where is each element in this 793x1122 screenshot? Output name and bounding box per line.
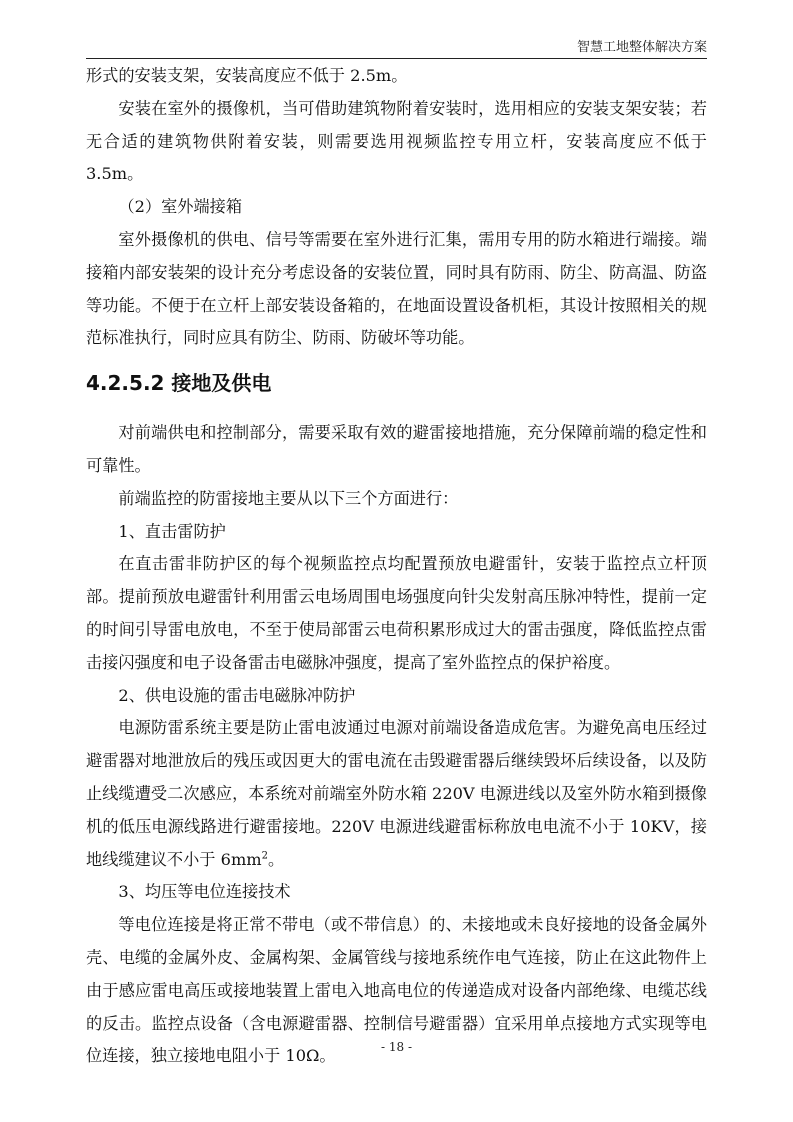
subheading: （2）室外端接箱 xyxy=(118,197,243,217)
paragraph xyxy=(86,712,707,876)
page-body xyxy=(86,60,707,1073)
paragraph: 形式的安装支架，安装高度应不低于 2.5m。 xyxy=(86,66,408,85)
paragraph-text: 电源防雷系统主要是防止雷电波通过电源对前端设备造成危害。为避免高电压经过避雷器对地泄放后的残压或因更大的雷电流在击毁避雷器后继续毁坏后续设备，以及防止线缆遭受二次感应，本系统对前端室外防水箱 220V 电源进线以及室外防水箱到摄像机的低压电源线路进行避雷接地。220V 电源进线避雷标称放电电流不小于 10KV，接地线缆建议不小于 6mm xyxy=(86,718,707,869)
paragraph: 在直击雷非防护区的每个视频监控点均配置预放电避雷针，安装于监控点立杆顶部。提前预放电避雷针利用雷云电场周围电场强度向针尖发射高压脉冲特性，提前一定的时间引导雷电放电，不至于使局部雷云电荷积累形成过大的雷击强度，降低监控点雷击接闪强度和电子设备雷击电磁脉冲强度，提高了室外监控点的保护裕度。 xyxy=(86,554,707,672)
paragraph: 对前端供电和控制部分，需要采取有效的避雷接地措施，充分保障前端的稳定性和可靠性。 xyxy=(86,423,707,475)
header-title: 智慧工地整体解决方案 xyxy=(576,40,707,55)
list-heading: 2、供电设施的雷击电磁脉冲防护 xyxy=(118,685,356,705)
page-number: - 18 - xyxy=(380,1040,412,1054)
paragraph: 室外摄像机的供电、信号等需要在室外进行汇集，需用专用的防水箱进行端接。端接箱内部安装架的设计充分考虑设备的安装位置，同时具有防雨、防尘、防高温、防盗等功能。不便于在立杆上部安装设备箱的，在地面设置设备机柜，其设计按照相关的规范标准执行，同时应具有防尘、防雨、防破坏等功能。 xyxy=(86,229,707,348)
paragraph: 等电位连接是将正常不带电（或不带信息）的、未接地或未良好接地的设备金属外壳、电缆的金属外皮、金属构架、金属管线与接地系统作电气连接，防止在这此物件上由于感应雷电高压或接地装置上雷电入地高电位的传递造成对设备内部绝缘、电缆芯线的反击。监控点设备（含电源避雷器、控制信号避雷器）宜采用单点接地方式实现等电位连接，独立接地电阻小于 10Ω。 xyxy=(86,915,707,1066)
paragraph: 前端监控的防雷接地主要从以下三个方面进行： xyxy=(118,488,459,508)
page-header xyxy=(86,34,707,59)
list-heading: 1、直击雷防护 xyxy=(118,521,226,541)
superscript: 2 xyxy=(261,850,269,862)
section-heading: 4.2.5.2 接地及供电 xyxy=(86,371,272,396)
list-heading: 3、均压等电位连接技术 xyxy=(118,882,291,902)
paragraph: 安装在室外的摄像机，当可借助建筑物附着安装时，选用相应的安装支架安装；若无合适的建筑物供附着安装，则需要选用视频监控专用立杆，安装高度应不低于 3.5m。 xyxy=(86,98,707,184)
paragraph-period: 。 xyxy=(268,849,285,869)
